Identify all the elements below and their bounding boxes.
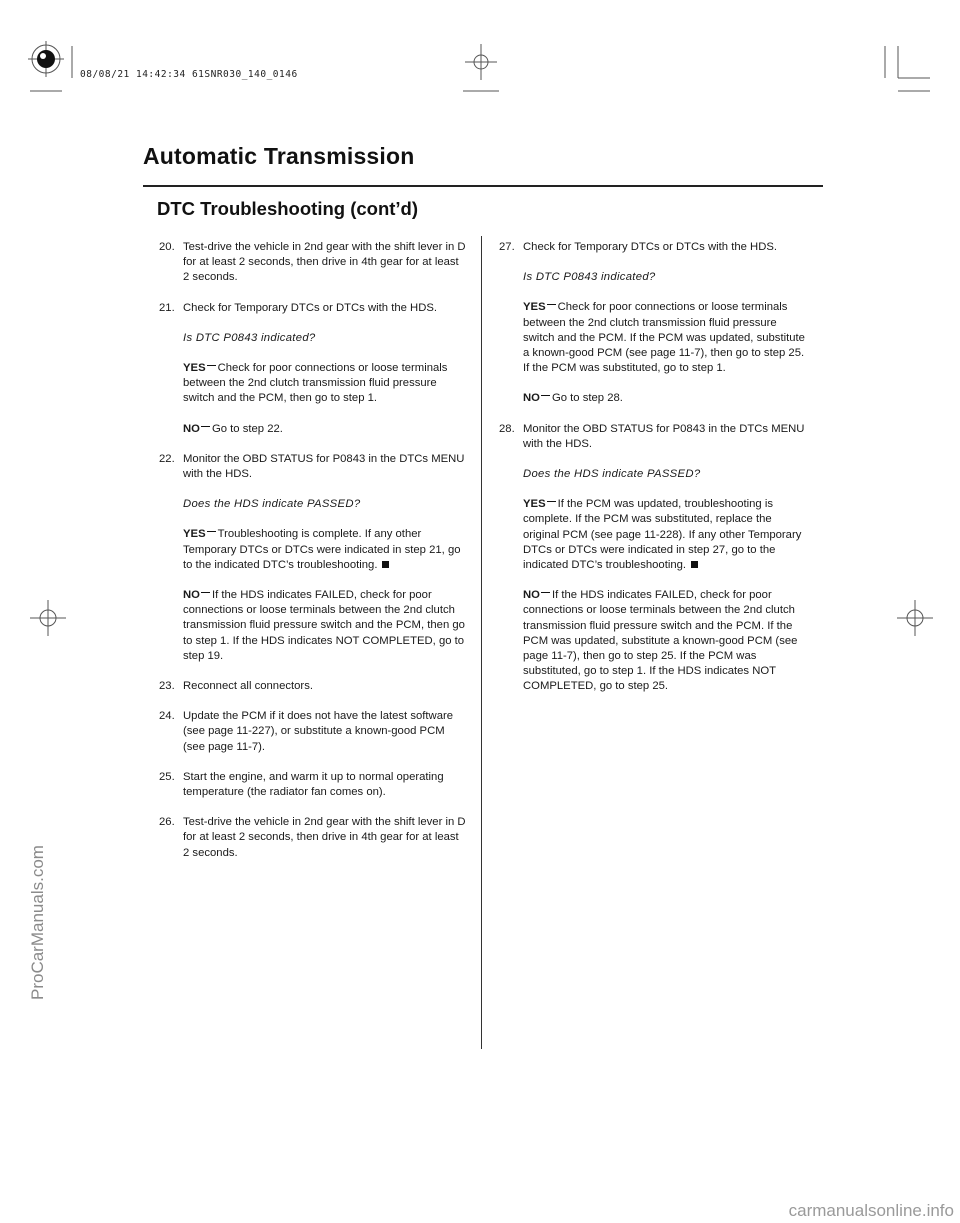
step-text: Update the PCM if it does not have the latest software (see page 11-227), or substitute a known-good PCM (see page 11-7). [183,710,454,753]
answer-no-27 [499,391,811,406]
answer-text: Go to step 28. [551,392,623,405]
answer-text: Troubleshooting is complete. If any other Temporary DTCs or DTCs were indicated in step 21, go to the indicated DTC’s troubleshooting. [183,528,461,571]
answer-yes-21 [159,361,467,407]
step-27 [499,240,811,255]
step-number: 26. [159,816,175,829]
answer-yes-22 [159,527,467,573]
step-number: 24. [159,710,175,723]
answer-text: Check for poor connections or loose terminals between the 2nd clutch transmission fluid pressure switch and the PCM. If the PCM was updated, substitute a known-good PCM (see page 11-7), then go to step 25. If the PCM was substituted, go to step 1. [523,301,805,375]
side-watermark: ProCarManuals.com [28,845,47,1000]
end-square-icon [691,561,698,568]
step-23 [159,679,467,694]
step-22 [159,452,467,482]
answer-label: NO [183,589,200,602]
step-text: Reconnect all connectors. [183,680,313,693]
page-title: Automatic Transmission [143,143,415,169]
step-28 [499,422,811,452]
step-20 [159,240,467,286]
answer-no-21 [159,422,467,437]
step-26 [159,815,467,861]
question-22: Does the HDS indicate PASSED? [183,498,361,511]
answer-label: YES [183,528,206,541]
step-number: 20. [159,241,175,253]
left-column [159,240,467,861]
answer-text: Check for poor connections or loose terminals between the 2nd clutch transmission fluid pressure switch and the PCM, then go to step 1. [183,362,448,405]
step-number: 27. [499,241,515,253]
step-21 [159,301,467,316]
step-text: Monitor the OBD STATUS for P0843 in the DTCs MENU with the HDS. [523,422,805,450]
answer-text: If the HDS indicates FAILED, check for poor connections or loose terminals between the 2nd clutch transmission fluid pressure switch and the PCM, then go to step 1. If the HDS indicates NOT COMPLETED, go to step 19. [183,589,465,662]
right-column [499,240,811,695]
step-number: 23. [159,680,175,693]
answer-label: YES [523,301,546,314]
question-27: Is DTC P0843 indicated? [523,271,656,284]
step-text: Check for Temporary DTCs or DTCs with the HDS. [183,301,438,314]
answer-label: YES [183,362,206,375]
step-number: 25. [159,770,175,783]
answer-yes-28 [499,497,811,573]
step-number: 21. [159,301,175,314]
step-text: Start the engine, and warm it up to normal operating temperature (the radiator fan comes on). [183,770,444,799]
answer-label: NO [523,589,540,602]
step-number: 28. [499,422,515,435]
answer-label: YES [523,498,546,511]
question-21: Is DTC P0843 indicated? [183,331,316,344]
answer-label: NO [183,422,200,435]
step-number: 22. [159,452,175,465]
print-stamp: 08/08/21 14:42:34 61SNR030_140_0146 [80,69,298,80]
footer-watermark: carmanualsonline.info [788,1201,954,1220]
answer-label: NO [523,392,540,405]
title-rule [143,185,823,187]
answer-text: If the PCM was updated, troubleshooting is complete. If the PCM was substituted, replace the original PCM (see page 11-228). If any other Temporary DTCs or DTCs were indicated in step 27, go to the indicated DTC’s troubleshooting. [523,498,802,572]
end-square-icon [382,561,389,568]
step-text: Monitor the OBD STATUS for P0843 in the DTCs MENU with the HDS. [183,452,465,481]
column-divider [481,236,482,1049]
answer-no-28 [499,588,811,694]
answer-text: Go to step 22. [211,422,283,435]
step-24 [159,709,467,755]
section-subtitle: DTC Troubleshooting (cont’d) [157,198,419,219]
step-text: Test-drive the vehicle in 2nd gear with the shift lever in D for at least 2 seconds, then drive in 4th gear for at least 2 seconds. [183,816,466,859]
question-28: Does the HDS indicate PASSED? [523,468,701,481]
answer-no-22 [159,588,467,664]
step-25 [159,770,467,800]
step-text: Check for Temporary DTCs or DTCs with the HDS. [523,241,778,253]
answer-text: If the HDS indicates FAILED, check for poor connections or loose terminals between the 2nd clutch transmission fluid pressure switch and the PCM. If the PCM was updated, substitute a known-good PCM (see page 11-7), then go to step 25. If the PCM was substituted, go to step 1. If the HDS indicates NOT COMPLETED, go to step 25. [523,589,798,693]
answer-yes-27 [499,300,811,376]
step-text: Test-drive the vehicle in 2nd gear with the shift lever in D for at least 2 seconds, then drive in 4th gear for at least 2 seconds. [183,241,466,284]
